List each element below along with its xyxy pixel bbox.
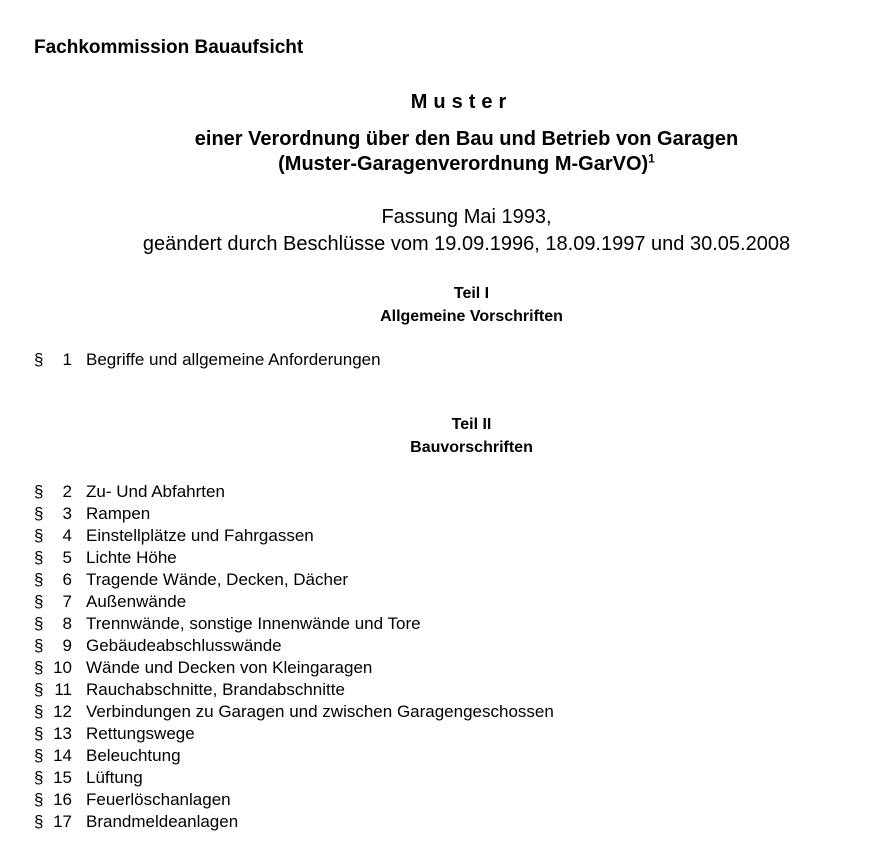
- section-symbol: §: [34, 768, 44, 787]
- section-title: Gebäudeabschlusswände: [86, 636, 282, 655]
- section-symbol: §: [34, 592, 44, 611]
- section-number: 2: [62, 482, 72, 501]
- toc-entry[interactable]: [34, 503, 554, 525]
- section-symbol: §: [34, 636, 44, 655]
- toc-entry[interactable]: [34, 701, 554, 723]
- short-title-text: (Muster-Garagenverordnung M-GarVO): [278, 153, 649, 175]
- section-title: Trennwände, sonstige Innenwände und Tore: [86, 614, 421, 633]
- section-title: Feuerlöschanlagen: [86, 790, 231, 809]
- section-symbol: §: [34, 350, 44, 369]
- section-symbol: §: [34, 658, 44, 677]
- section-number: 6: [62, 570, 72, 589]
- toc-entry[interactable]: [34, 635, 554, 657]
- section-number: 8: [62, 614, 72, 633]
- section-number: 13: [53, 724, 72, 743]
- toc-entry[interactable]: [34, 591, 554, 613]
- section-title: Zu- Und Abfahrten: [86, 482, 225, 501]
- toc-entry[interactable]: [34, 789, 554, 811]
- part-2-title: Bauvorschriften: [410, 439, 533, 456]
- section-title: Rampen: [86, 504, 151, 523]
- section-number: 5: [62, 548, 72, 567]
- section-symbol: §: [34, 812, 44, 831]
- section-title: Wände und Decken von Kleingaragen: [86, 658, 373, 677]
- part-1-label: Teil I: [453, 285, 490, 302]
- section-number: 14: [53, 746, 72, 765]
- section-title: Lüftung: [86, 768, 143, 787]
- toc-entry[interactable]: [34, 767, 554, 789]
- toc-entry[interactable]: [34, 481, 554, 503]
- organization-name: Fachkommission Bauaufsicht: [34, 37, 304, 58]
- section-number: 12: [53, 702, 72, 721]
- section-title: Einstellplätze und Fahrgassen: [86, 526, 314, 545]
- section-number: 16: [53, 790, 72, 809]
- section-title: Lichte Höhe: [86, 548, 177, 567]
- section-symbol: §: [34, 790, 44, 809]
- toc-entry[interactable]: [34, 569, 554, 591]
- section-symbol: §: [34, 570, 44, 589]
- part-1-toc: [34, 349, 381, 371]
- amendment-dates: geändert durch Beschlüsse vom 19.09.1996, 18.09.1997 und 30.05.2008: [142, 233, 791, 255]
- toc-entry[interactable]: [34, 547, 554, 569]
- section-number: 10: [53, 658, 72, 677]
- section-title: Beleuchtung: [86, 746, 181, 765]
- footnote-marker: 1: [648, 151, 655, 166]
- section-title: Brandmeldeanlagen: [86, 812, 239, 831]
- toc-entry[interactable]: [34, 679, 554, 701]
- section-symbol: §: [34, 680, 44, 699]
- section-symbol: §: [34, 614, 44, 633]
- part-1-title: Allgemeine Vorschriften: [380, 308, 563, 325]
- version-date: Fassung Mai 1993,: [381, 206, 552, 228]
- section-title: Tragende Wände, Decken, Dächer: [86, 570, 349, 589]
- section-number: 15: [53, 768, 72, 787]
- section-symbol: §: [34, 504, 44, 523]
- section-symbol: §: [34, 548, 44, 567]
- section-number: 11: [54, 680, 72, 699]
- toc-entry[interactable]: [34, 657, 554, 679]
- section-number: 17: [53, 812, 72, 831]
- section-title: Rettungswege: [86, 724, 195, 743]
- section-symbol: §: [34, 724, 44, 743]
- toc-entry[interactable]: [34, 349, 381, 371]
- section-title: Außenwände: [86, 592, 187, 611]
- section-symbol: §: [34, 482, 44, 501]
- section-number: 9: [62, 636, 72, 655]
- section-title: Verbindungen zu Garagen und zwischen Garagengeschossen: [86, 702, 554, 721]
- part-2-label: Teil II: [451, 416, 492, 433]
- section-title: Rauchabschnitte, Brandabschnitte: [86, 680, 345, 699]
- section-symbol: §: [34, 746, 44, 765]
- toc-entry[interactable]: [34, 613, 554, 635]
- document-short-title: [25, 153, 883, 176]
- toc-entry[interactable]: [34, 723, 554, 745]
- section-number: 4: [62, 526, 72, 545]
- section-title: Begriffe und allgemeine Anforderungen: [86, 350, 381, 369]
- section-number: 1: [62, 350, 72, 369]
- section-symbol: §: [34, 526, 44, 545]
- section-symbol: §: [34, 702, 44, 721]
- toc-entry[interactable]: [34, 811, 554, 833]
- document-type: Muster: [410, 91, 513, 113]
- document-title: einer Verordnung über den Bau und Betrieb von Garagen: [194, 128, 739, 150]
- part-2-toc: [34, 481, 554, 833]
- section-number: 3: [62, 504, 72, 523]
- toc-entry[interactable]: [34, 525, 554, 547]
- section-number: 7: [62, 592, 72, 611]
- toc-entry[interactable]: [34, 745, 554, 767]
